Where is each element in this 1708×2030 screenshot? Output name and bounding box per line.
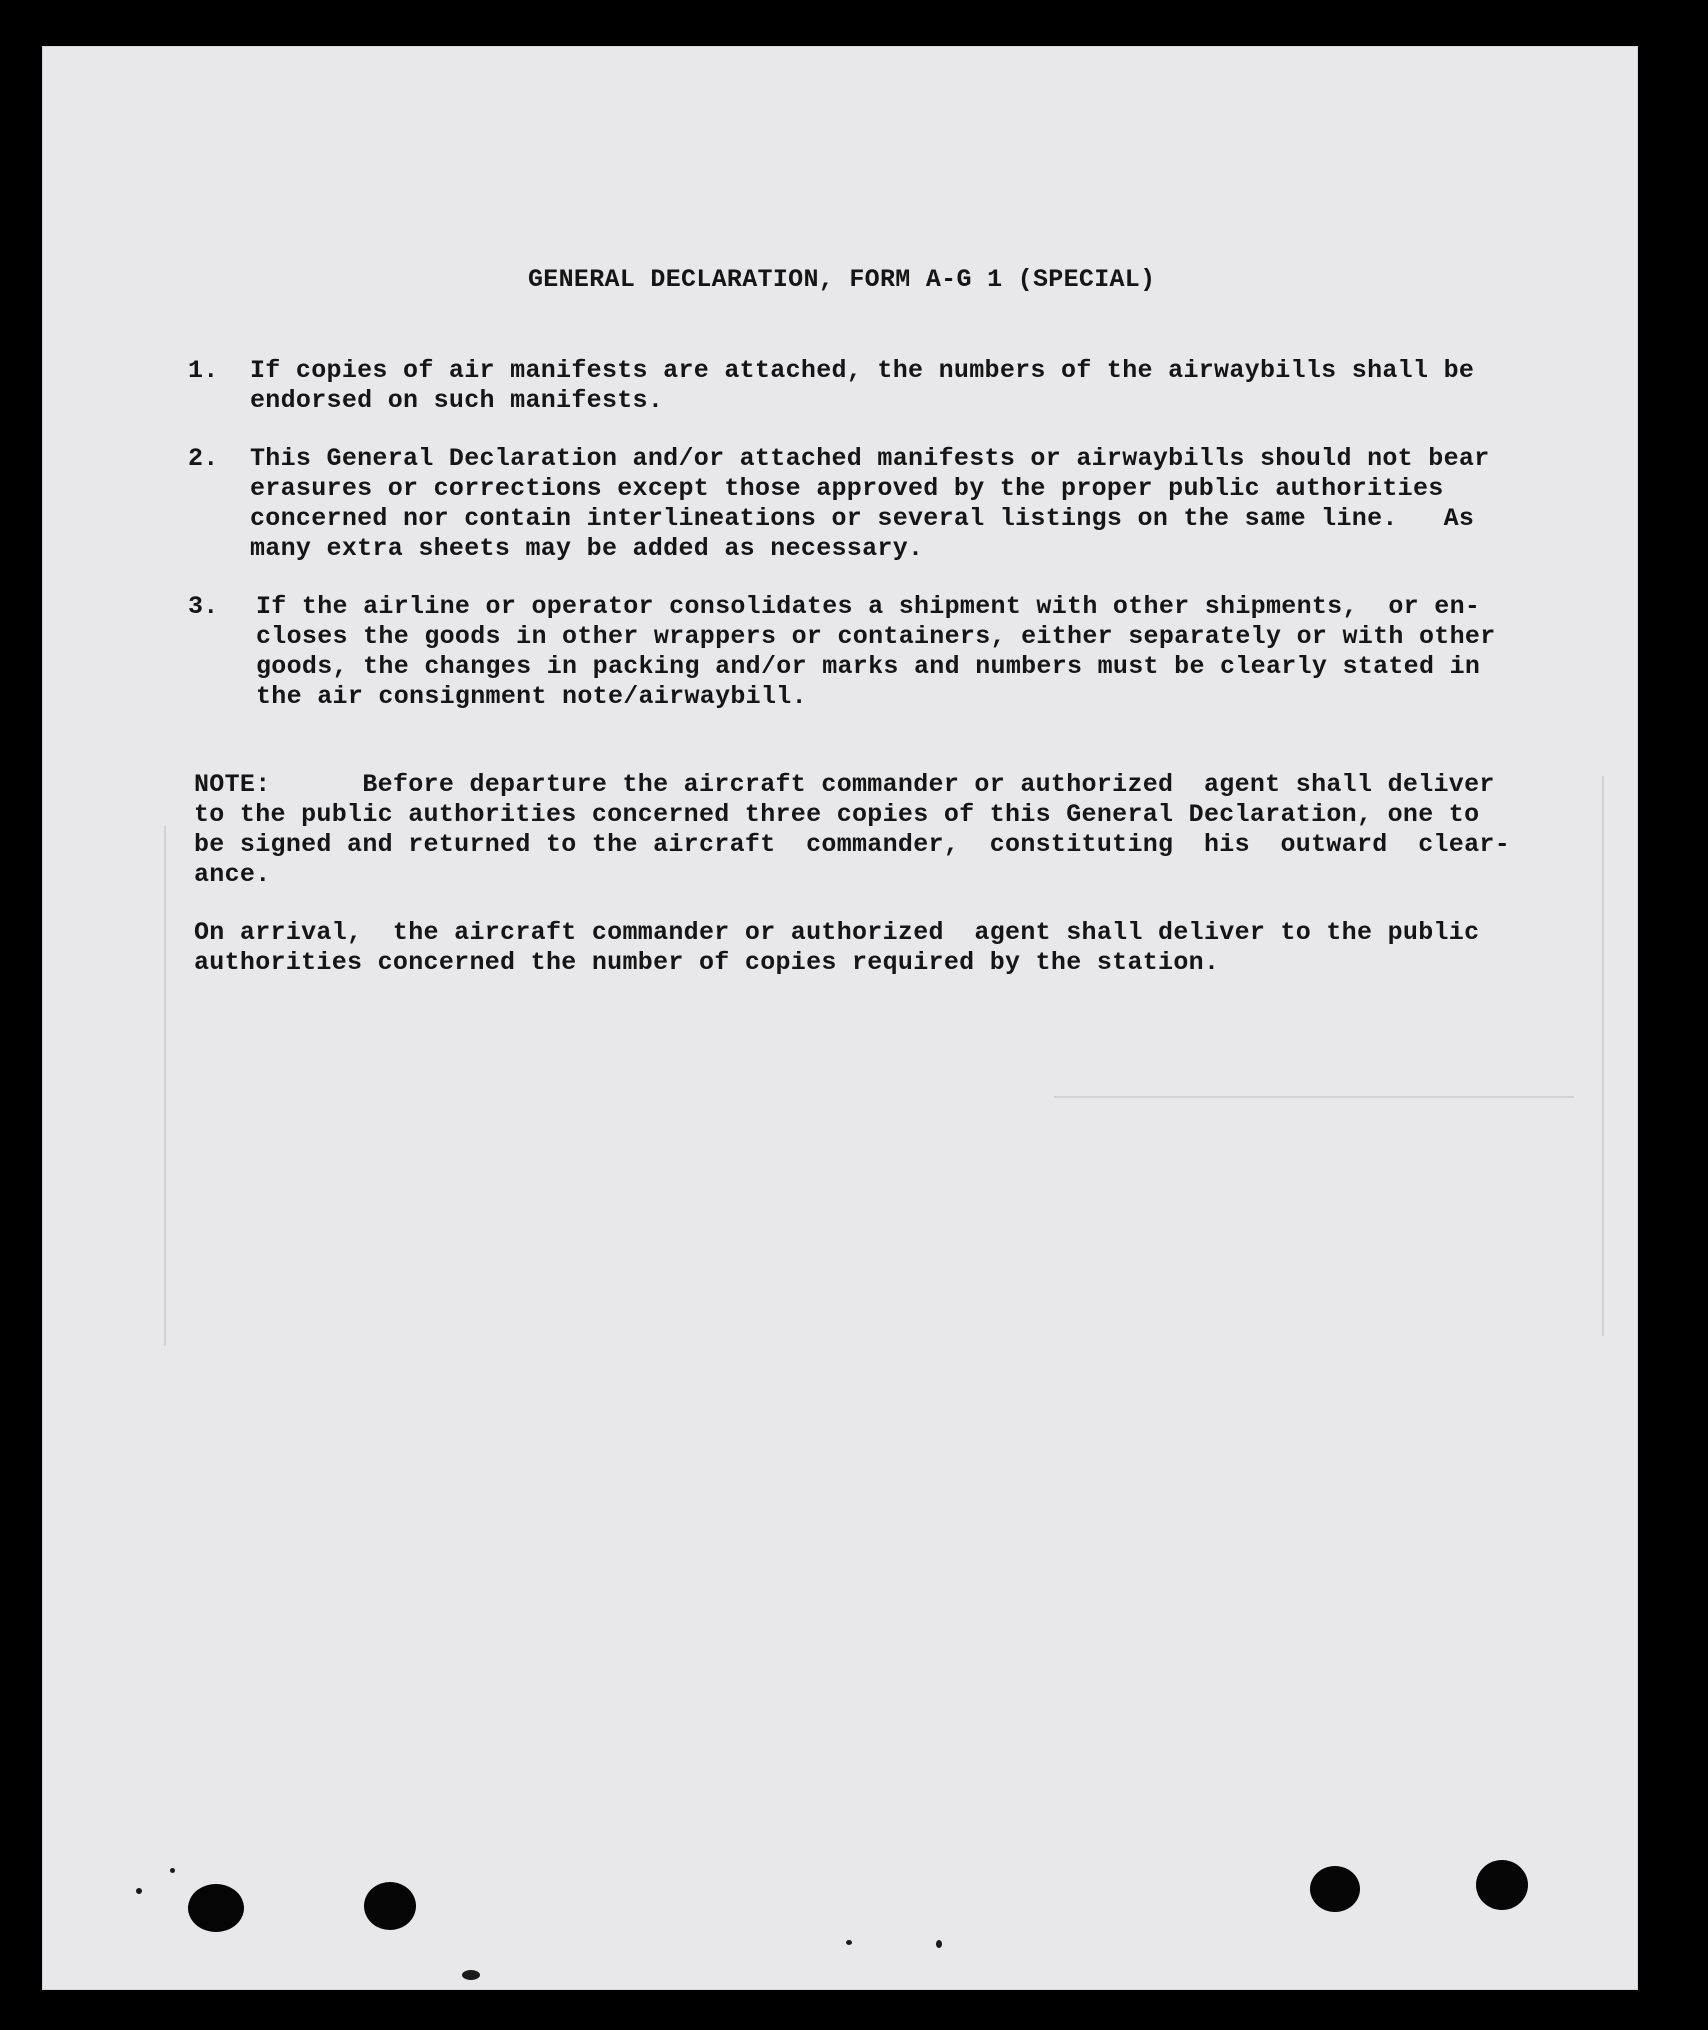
punch-hole: [364, 1882, 416, 1930]
scan-speck: [136, 1888, 142, 1894]
item-text: If copies of air manifests are attached, the numbers of the airwaybills shall be endorsed on such manifests.: [250, 356, 1475, 415]
item-text: This General Declaration and/or attached manifests or airwaybills should not bear erasures or corrections except those approved by the proper public authorities concerned nor contain interlineations or several listings on the same line. As many extra sheets may be added as necessary.: [250, 444, 1490, 563]
bleed-through-line: [164, 826, 166, 1346]
scan-speck: [936, 1940, 942, 1948]
scan-speck: [462, 1970, 480, 1980]
arrival-paragraph: On arrival, the aircraft commander or authorized agent shall deliver to the public authorities concerned the number of copies required by the station.: [194, 918, 1480, 977]
punch-hole: [188, 1884, 244, 1932]
document-title: GENERAL DECLARATION, FORM A-G 1 (SPECIAL): [528, 265, 1156, 294]
scan-speck: [170, 1868, 175, 1873]
item-number: 1.: [188, 356, 219, 385]
punch-hole: [1310, 1866, 1360, 1912]
scan-speck: [846, 1940, 852, 1945]
item-text: If the airline or operator consolidates a shipment with other shipments, or en- closes the goods in other wrappers or containers, either separately or with other goods, the changes in packing and/or marks and numbers must be clearly stated in the air consignment note/airwaybill.: [256, 592, 1496, 711]
punch-hole: [1476, 1860, 1528, 1910]
item-number: 3.: [188, 592, 219, 621]
note-paragraph: NOTE: Before departure the aircraft commander or authorized agent shall deliver to the public authorities concerned three copies of this General Declaration, one to be signed and returned to the aircraft commander, constituting his outward clear- ance.: [194, 770, 1511, 889]
item-number: 2.: [188, 444, 219, 473]
bleed-through-line: [1602, 776, 1604, 1336]
document-page: [42, 46, 1638, 1990]
bleed-through-line: [1054, 1096, 1574, 1098]
